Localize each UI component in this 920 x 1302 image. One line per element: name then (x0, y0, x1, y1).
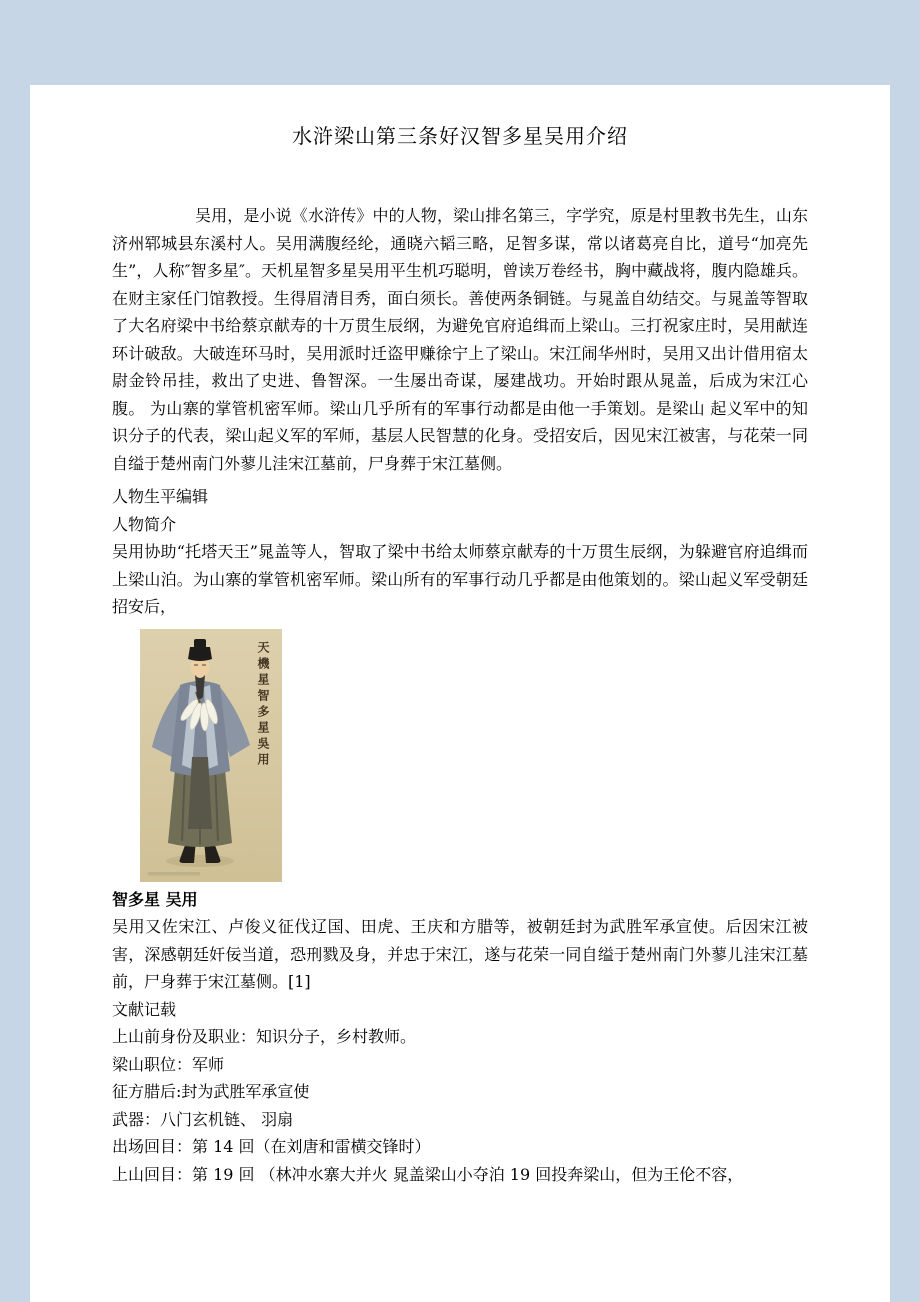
scholar-hat (188, 647, 212, 661)
wu-yong-portrait (140, 629, 282, 882)
record-line-weapon: 武器：八门玄机链、 羽扇 (112, 1109, 294, 1129)
record-line-join: 上山回目：第 19 回 （林冲水寨大并火 晁盖梁山小夺泊 19 回投奔梁山，但为王伦不容， (112, 1164, 744, 1184)
records-heading: 文献记载 (112, 999, 177, 1019)
profile-paragraph: 吴用协助“托塔天王”晁盖等人，智取了梁中书给太师蔡京献寿的十万贯生辰纲，为躲避官府追缉而上梁山泊。为山寨的掌管机密军师。梁山所有的军事行动几乎都是由他策划的。梁山起义军受朝廷招安后， (112, 542, 808, 616)
record-line-title: 征方腊后:封为武胜军承宣使 (112, 1082, 310, 1101)
intro-paragraph: 吴用，是小说《水浒传》中的人物，梁山排名第三，字学究，原是村里教书先生，山东济州郓城县东溪村人。吴用满腹经纶，通晓六韬三略，足智多谋，常以诸葛亮自比，道号“加亮先生”，人称″智多星″。天机星智多星吴用平生机巧聪明，曾读万卷经书，胸中藏战将，腹内隐雄兵。在财主家任门馆教授。生得眉清目秀，面白须长。善使两条铜链。与晁盖自幼结交。与晁盖等智取了大名府梁中书给蔡京献寿的十万贯生辰纲，为避免官府追缉而上梁山。三打祝家庄时，吴用献连环计破敌。大破连环马时，吴用派时迁盗甲赚徐宁上了梁山。宋江闹华州时，吴用又出计借用宿太尉金铃吊挂，救出了史进、鲁智深。一生屡出奇谋，屡建战功。开始时跟从晁盖，后成为宋江心腹。 为山寨的掌管机密军师。梁山几乎所有的军事行动都是由他一手策划。是梁山 起义军中的知识分子的代表，梁山起义军的军师，基层人民智慧的化身。受招安后，因见宋江被害，与花荣一同自缢于楚州南门外蓼儿洼宋江墓前，尸身葬于宋江墓侧。 (112, 206, 808, 473)
profile-subheading: 人物简介 (112, 514, 177, 534)
record-line-identity: 上山前身份及职业：知识分子，乡村教师。 (112, 1027, 417, 1046)
later-life-paragraph: 吴用又佐宋江、卢俊义征伐辽国、田虎、王庆和方腊等，被朝廷封为武胜军承宣使。后因宋江被害，深感朝廷奸佞当道，恐刑戮及身，并忠于宋江，遂与花荣一同自缢于楚州南门外蓼儿洼宋江墓前，尸身葬于宋江墓侧。[1] (112, 917, 808, 991)
bio-section-heading: 人物生平编辑 (112, 487, 209, 506)
portrait-caption: 智多星 吴用 (112, 889, 198, 909)
document-title: 水浒梁山第三条好汉智多星吴用介绍 (292, 124, 628, 148)
watermark-strip (148, 872, 200, 876)
document-page (30, 85, 890, 1302)
record-line-debut: 出场回目：第 14 回（在刘唐和雷横交锋时） (112, 1137, 431, 1156)
portrait-calligraphy: 天機星智多星吳用 (256, 640, 270, 769)
record-line-position: 梁山职位：军师 (112, 1054, 225, 1074)
